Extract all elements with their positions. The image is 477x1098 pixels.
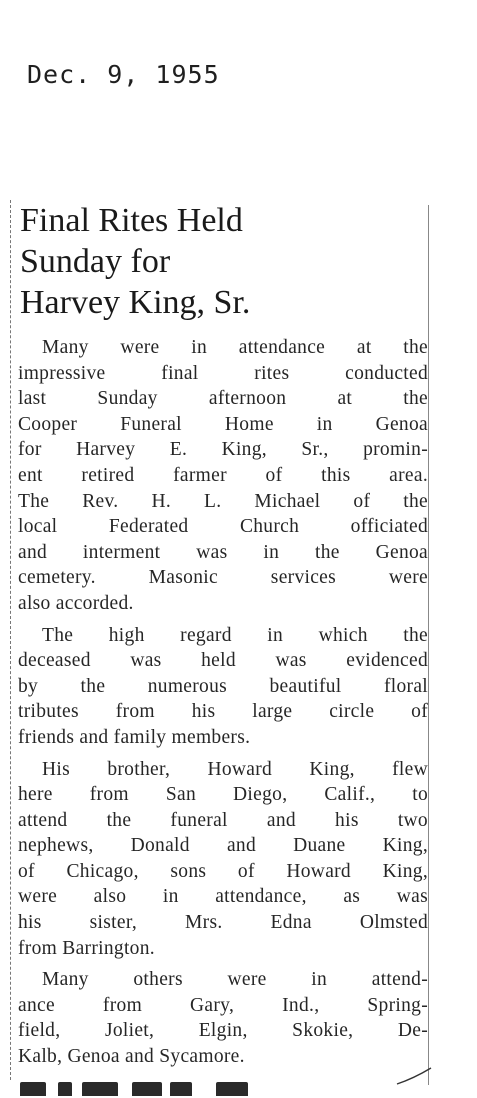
text-line: ent retired farmer of this area. (18, 464, 428, 486)
text-line: friends and family members. (18, 726, 251, 748)
text-line: field, Joliet, Elgin, Skokie, De- (18, 1020, 428, 1042)
text-line: cemetery. Masonic services were (18, 567, 428, 589)
text-line: Many others were in attend- (42, 969, 428, 991)
text-line: and interment was in the Genoa (18, 541, 428, 563)
text-line: by the numerous beautiful floral (18, 675, 428, 697)
headline-line-2: Sunday for (20, 243, 171, 280)
column-rule (428, 205, 430, 1085)
text-line: Cooper Funeral Home in Genoa (18, 413, 428, 435)
paragraph-1 (18, 335, 428, 617)
dateline: Dec. 9, 1955 (27, 60, 220, 89)
article-headline (20, 200, 428, 323)
text-line: his sister, Mrs. Edna Olmsted (18, 912, 428, 934)
text-line: last Sunday afternoon at the (18, 388, 428, 410)
text-line: also accorded. (18, 592, 134, 614)
text-line: from Barrington. (18, 937, 155, 959)
paper-curl-mark (395, 1066, 435, 1086)
text-line: were also in attendance, as was (18, 886, 428, 908)
text-line: for Harvey E. King, Sr., promin- (18, 439, 428, 461)
text-line: The Rev. H. L. Michael of the (18, 490, 428, 512)
text-line: attend the funeral and his two (18, 809, 428, 831)
text-line: Many were in attendance at the (42, 337, 428, 358)
newspaper-clipping (18, 200, 428, 1076)
text-line: The high regard in which the (42, 624, 428, 646)
text-line: His brother, Howard King, flew (42, 758, 428, 780)
headline-line-1: Final Rites Held (20, 202, 243, 239)
text-line: local Federated Church officiated (18, 516, 428, 538)
clipping-left-edge (10, 200, 12, 1080)
paragraph-4 (18, 967, 428, 1069)
text-line: impressive final rites conducted (18, 362, 428, 384)
text-line: ance from Gary, Ind., Spring- (18, 994, 428, 1016)
text-line: nephews, Donald and Duane King, (18, 835, 428, 857)
text-line: here from San Diego, Calif., to (18, 784, 428, 806)
text-line: deceased was held was evidenced (18, 650, 428, 672)
text-line: Kalb, Genoa and Sycamore. (18, 1046, 245, 1068)
text-line: tributes from his large circle of (18, 701, 428, 723)
text-line: of Chicago, sons of Howard King, (18, 860, 428, 882)
headline-line-3: Harvey King, Sr. (20, 284, 251, 321)
cut-off-next-headline (20, 1078, 420, 1098)
paragraph-3 (18, 757, 428, 962)
paragraph-2 (18, 623, 428, 751)
